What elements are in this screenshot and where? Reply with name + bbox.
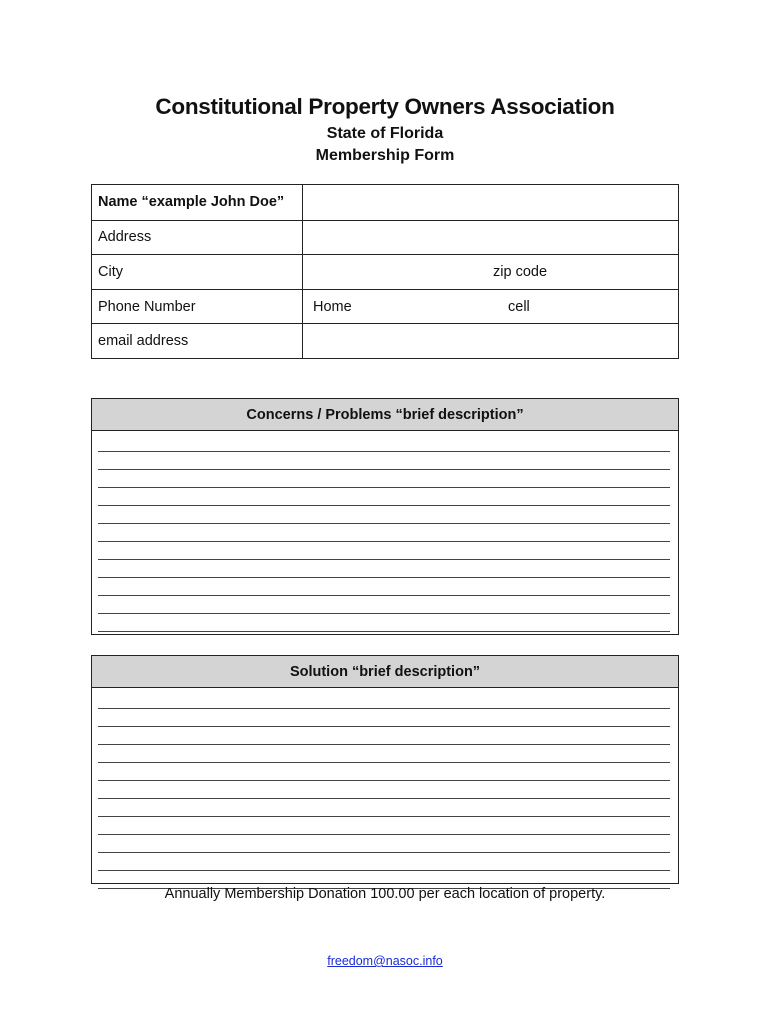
zip-label: zip code	[493, 263, 548, 280]
ruled-line	[98, 505, 670, 506]
form-name: Membership Form	[315, 147, 455, 164]
ruled-line	[98, 541, 670, 542]
contact-email-link[interactable]: freedom@nasoc.info	[327, 954, 443, 968]
email-field[interactable]	[303, 324, 678, 358]
ruled-line	[98, 451, 670, 452]
name-row	[92, 185, 678, 220]
ruled-line	[98, 816, 670, 817]
ruled-line	[98, 559, 670, 560]
email-row	[92, 323, 678, 358]
email-label: email address	[92, 324, 303, 358]
cell-label: cell	[508, 298, 530, 315]
ruled-line	[98, 744, 670, 745]
name-label: Name “example John Doe”	[92, 185, 303, 220]
city-zip-field[interactable]	[303, 255, 678, 289]
ruled-line	[98, 523, 670, 524]
ruled-line	[98, 852, 670, 853]
form-title: Constitutional Property Owners Association	[155, 94, 615, 119]
ruled-line	[98, 631, 670, 632]
solution-box	[91, 655, 679, 884]
form-state: State of Florida	[326, 125, 444, 142]
solution-heading: Solution “brief description”	[92, 656, 678, 688]
phone-row	[92, 289, 678, 324]
concerns-box	[91, 398, 679, 635]
address-field[interactable]	[303, 221, 678, 255]
home-label: Home	[313, 298, 352, 315]
phone-field[interactable]	[303, 290, 678, 324]
ruled-line	[98, 487, 670, 488]
ruled-line	[98, 595, 670, 596]
ruled-line	[98, 780, 670, 781]
city-row	[92, 254, 678, 289]
concerns-heading: Concerns / Problems “brief description”	[92, 399, 678, 431]
ruled-line	[98, 708, 670, 709]
address-row	[92, 220, 678, 255]
ruled-line	[98, 870, 670, 871]
ruled-line	[98, 613, 670, 614]
ruled-line	[98, 834, 670, 835]
ruled-line	[98, 469, 670, 470]
name-field[interactable]	[303, 185, 678, 220]
donation-note: Annually Membership Donation 100.00 per each location of property.	[164, 886, 606, 902]
ruled-line	[98, 577, 670, 578]
member-info-table	[91, 184, 679, 359]
address-label: Address	[92, 221, 303, 255]
city-label: City	[92, 255, 303, 289]
ruled-line	[98, 762, 670, 763]
ruled-line	[98, 726, 670, 727]
ruled-line	[98, 798, 670, 799]
phone-label: Phone Number	[92, 290, 303, 324]
